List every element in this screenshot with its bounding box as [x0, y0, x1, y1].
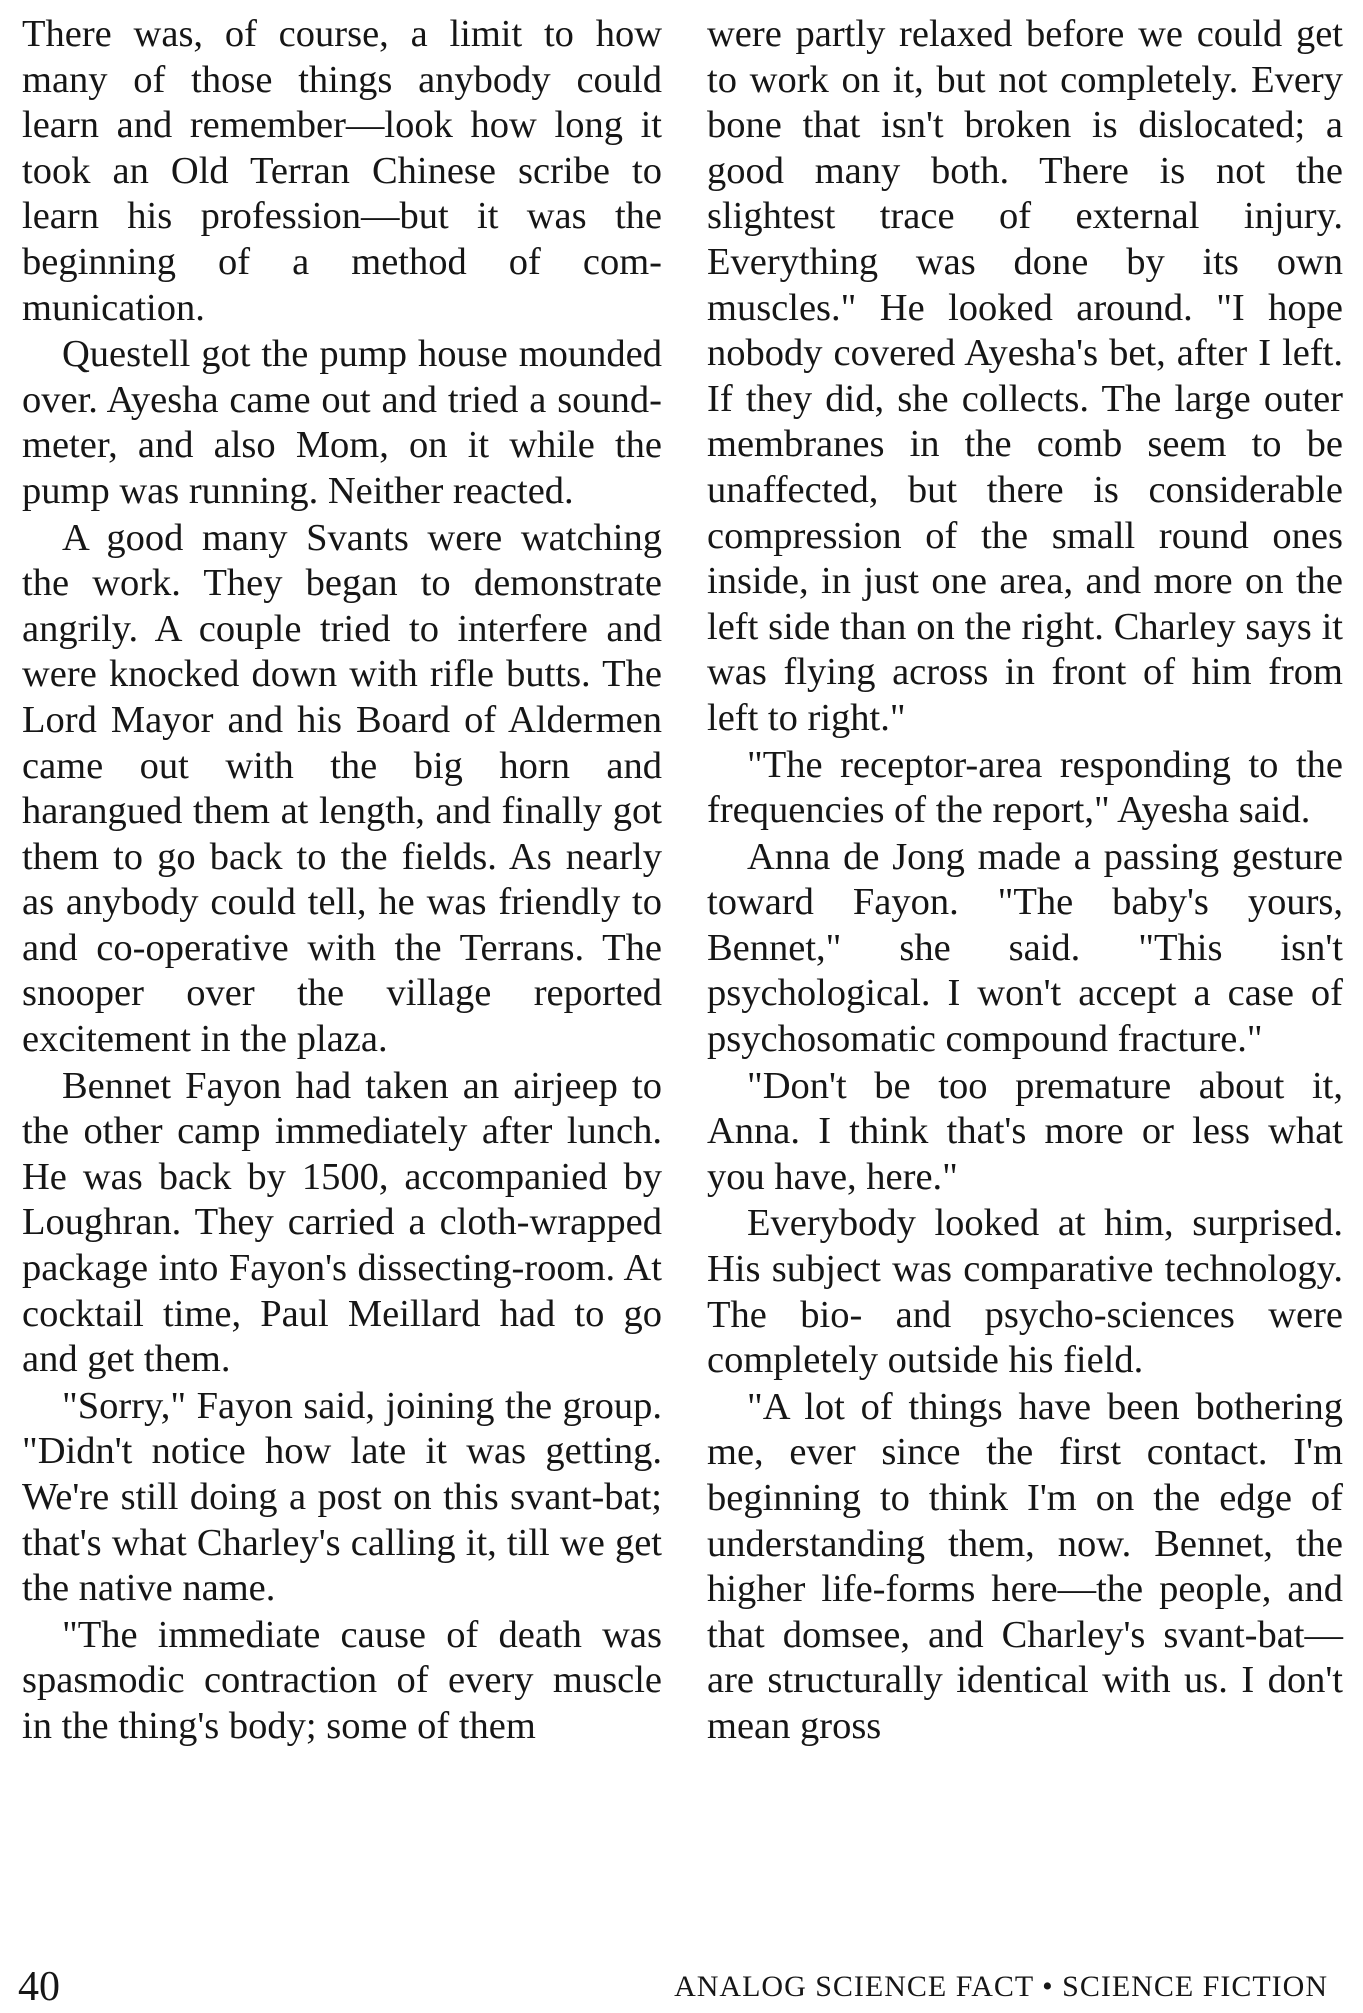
- page-number: 40: [18, 1964, 60, 2010]
- paragraph: "Don't be too premature about it, Anna. I think that's more or less what you have, here.": [707, 1064, 1343, 1198]
- paragraph: There was, of course, a limit to how many of those things anybody could learn and remember—look how long it took an Old Terran Chinese scribe to learn his profession—but it was the beginning of a method of communication.: [22, 13, 662, 329]
- paragraph: "The receptor-area responding to the frequencies of the report," Ayesha said.: [707, 743, 1343, 832]
- paragraph: "Sorry," Fayon said, joining the group. "Didn't notice how late it was getting. We're still doing a post on this svant-bat; that's what Charley's calling it, till we get the native name.: [22, 1384, 662, 1610]
- running-head: ANALOG SCIENCE FACT • SCIENCE FICTION: [674, 1970, 1328, 2003]
- paragraph: "The immediate cause of death was spasmodic contraction of every muscle in the thing's body; some of them: [22, 1613, 662, 1747]
- paragraph: "A lot of things have been bothering me, ever since the first contact. I'm beginning to think I'm on the edge of understanding them, now. Bennet, the higher life-forms here—the people, and that domsee, and Charley's svant-bat—are structurally identical with us. I don't mean gross: [707, 1385, 1343, 1747]
- paragraph: Everybody looked at him, surprised. His subject was comparative technology. The bio- and psycho-sciences were completely outside his field.: [707, 1202, 1343, 1382]
- paragraph: Bennet Fayon had taken an airjeep to the other camp immediately after lunch. He was back by 1500, accompanied by Loughran. They carried a cloth-wrapped package into Fayon's dissecting-room. At cocktail time, Paul Meillard had to go and get them.: [22, 1064, 662, 1381]
- paragraph: Questell got the pump house mounded over. Ayesha came out and tried a sound-meter, and also Mom, on it while the pump was running. Neither reacted.: [22, 333, 662, 512]
- paragraph: Anna de Jong made a passing gesture toward Fayon. "The baby's yours, Bennet," she said. "This isn't psychological. I won't accept a case of psychosomatic compound fracture.": [707, 835, 1343, 1061]
- paragraph: were partly relaxed before we could get to work on it, but not completely. Every bone that isn't broken is dislocated; a good many both. There is not the slightest trace of external injury. Everything was done by its own muscles." He looked around. "I hope nobody covered Ayesha's bet, after I left. If they did, she collects. The large outer membranes in the comb seem to be unaffected, but there is considerable compression of the small round ones inside, in just one area, and more on the left side than on the right. Charley says it was flying across in front of him from left to right.": [707, 13, 1343, 739]
- text-column-left: [22, 12, 662, 1751]
- paragraph: A good many Svants were watching the work. They began to demonstrate angrily. A couple tried to interfere and were knocked down with rifle butts. The Lord Mayor and his Board of Aldermen came out with the big horn and harangued them at length, and finally got them to go back to the fields. As nearly as anybody could tell, he was friendly to and co-operative with the Terrans. The snooper over the village reported excitement in the plaza.: [22, 516, 662, 1061]
- text-column-right: [707, 12, 1343, 1751]
